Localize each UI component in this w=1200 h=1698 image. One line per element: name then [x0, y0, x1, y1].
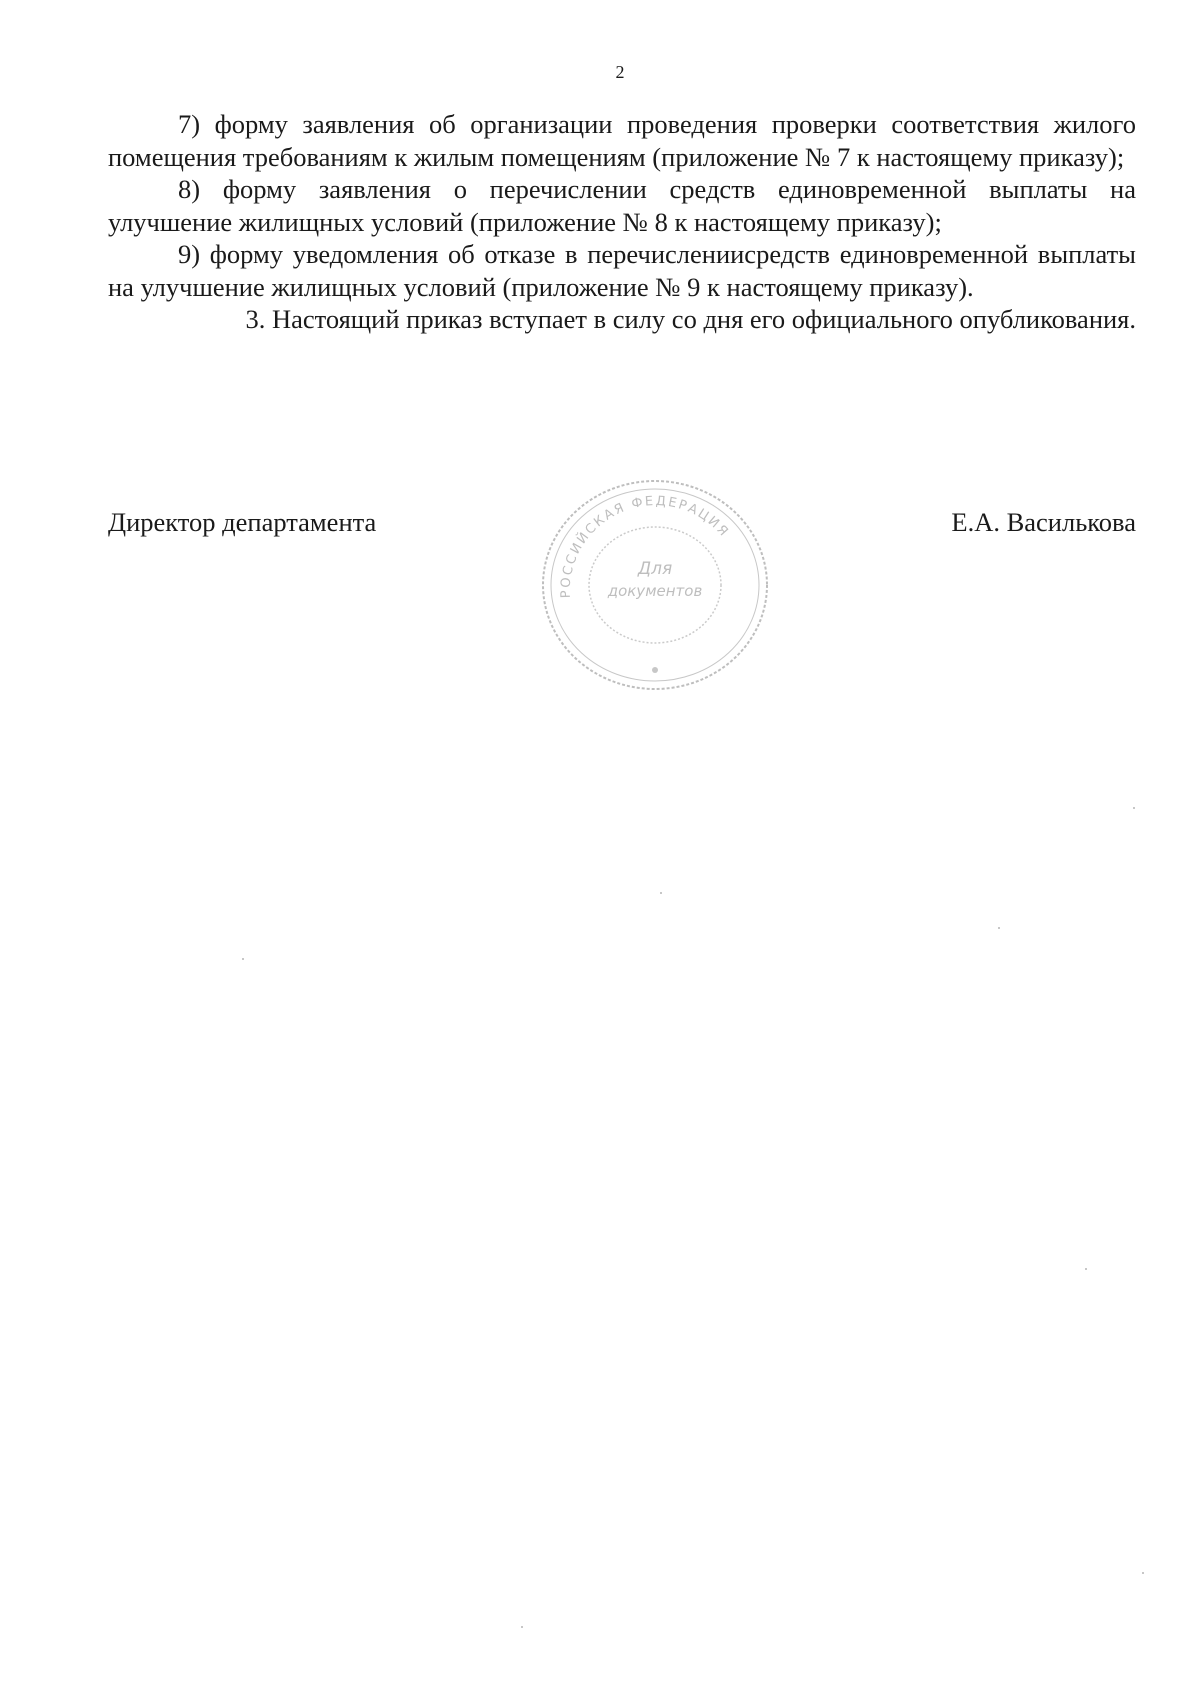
clause-3-paragraph: 3. Настоящий приказ вступает в силу со дня его официального опубликования.	[245, 304, 1136, 334]
scan-speck	[660, 892, 662, 894]
page-number: 2	[615, 62, 625, 82]
seal-center-text-1: Для	[637, 559, 673, 579]
document-body	[108, 108, 1136, 336]
scan-speck	[521, 1626, 523, 1628]
scan-speck	[998, 927, 1000, 929]
item-8-paragraph: 8) форму заявления о перечислении средств единовременной выплаты на улучшение жилищных условий (приложение № 8 к настоящему приказу);	[108, 174, 1136, 237]
signatory-name: Е.А. Василькова	[951, 507, 1136, 537]
item-9-paragraph: 9) форму уведомления об отказе в перечислениисредств единовременной выплаты на улучшение жилищных условий (приложение № 9 к настоящему приказу).	[108, 239, 1136, 302]
scan-speck	[242, 958, 244, 960]
seal-outer-text: РОССИЙСКАЯ ФЕДЕРАЦИЯ	[558, 493, 732, 599]
signatory-position: Директор департамента	[108, 507, 377, 537]
official-seal-stamp	[530, 470, 780, 700]
item-7-paragraph: 7) форму заявления об организации проведения проверки соответствия жилого помещения требованиям к жилым помещениям (приложение № 7 к настоящему приказу);	[108, 109, 1136, 172]
scan-speck	[1142, 1572, 1144, 1574]
scan-speck	[1085, 1268, 1087, 1270]
seal-center-text-2: документов	[607, 582, 703, 600]
scan-speck	[1133, 807, 1135, 809]
